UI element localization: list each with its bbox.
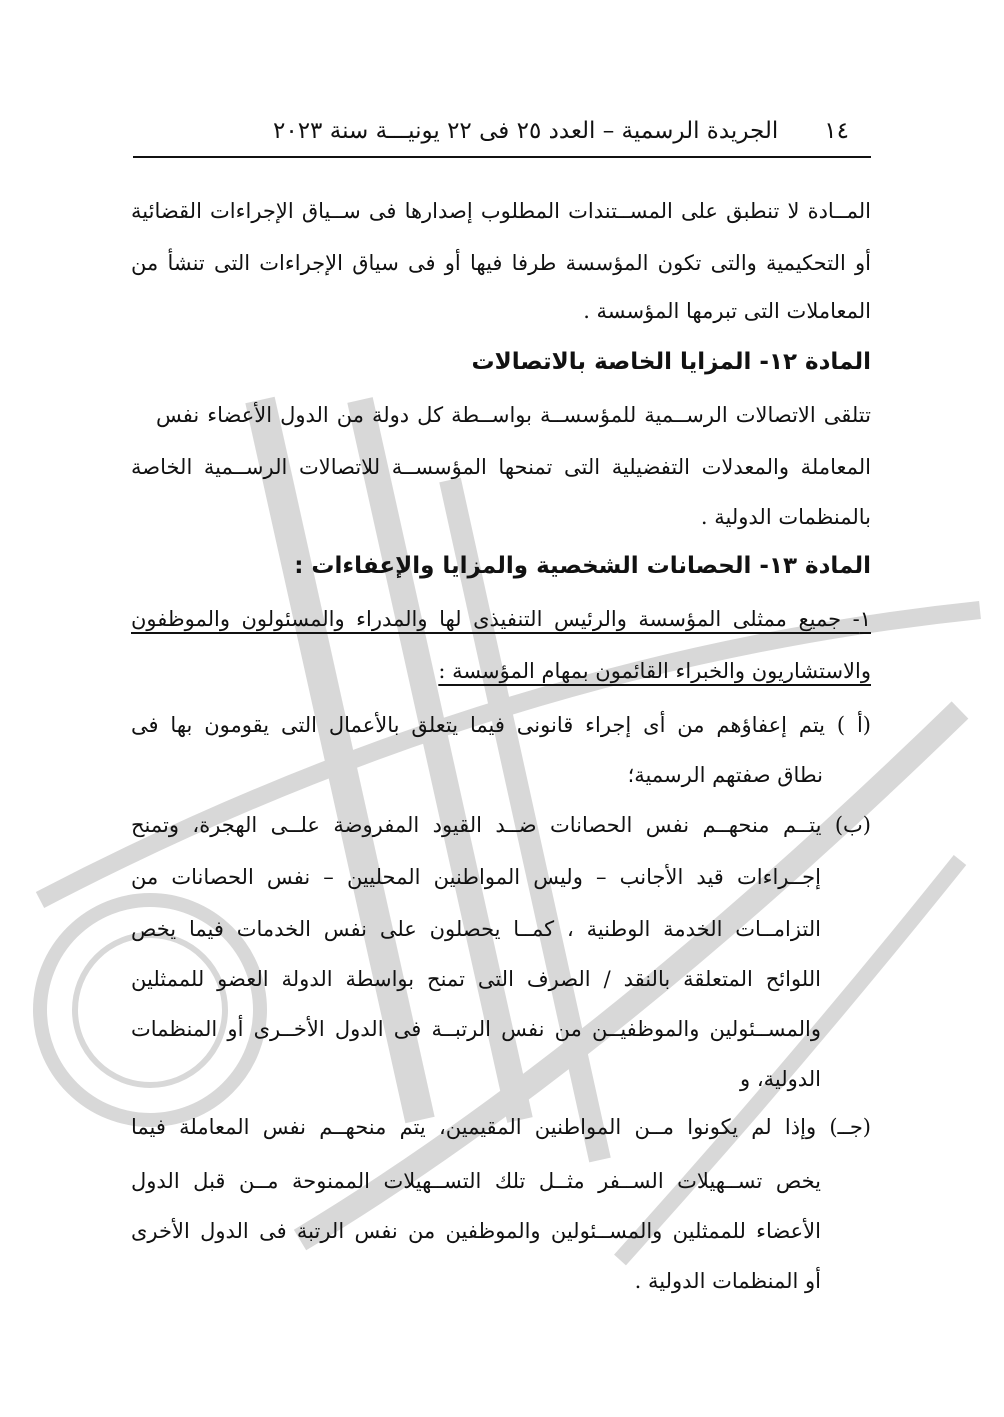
item-b-line: (ب) يتــم منحهــم نفس الحصانات ضــد القيود المفروضة علــى الهجرة، وتمنح <box>131 813 871 837</box>
article-12-heading: المادة ١٢- المزايا الخاصة بالاتصالات <box>471 349 871 375</box>
item-a-line: (أ ) يتم إعفاؤهم من أى إجراء قانونى فيما يتعلق بالأعمال التى يقومون بها فى <box>131 713 871 737</box>
page-number: ١٤ <box>824 118 849 144</box>
paragraph-line: المــادة لا تنطبق على المســتندات المطلوب إصدارها فى ســياق الإجراءات القضائية <box>131 199 871 223</box>
item-a-text: نطاق صفتهم الرسمية؛ <box>627 763 823 787</box>
item-b-line: إجــراءات قيد الأجانب – وليس المواطنين المحليين – نفس الحصانات من <box>131 865 821 889</box>
item-1-line: والاستشاريون والخبراء القائمون بمهام المؤسسة : <box>438 659 871 683</box>
item-b-line: الدولية، و <box>740 1067 821 1091</box>
paragraph-line: أو التحكيمية والتى تكون المؤسسة طرفا فيها أو فى سياق الإجراءات التى تنشأ من <box>131 251 871 275</box>
item-c-line: أو المنظمات الدولية . <box>634 1269 821 1293</box>
paragraph-line: بالمنظمات الدولية . <box>700 505 871 529</box>
item-c-line: الأعضاء للممثلين والمســئولين والموظفين من نفس الرتبة فى الدول الأخرى <box>131 1219 821 1243</box>
page-header <box>133 110 871 158</box>
gazette-title: الجريدة الرسمية – العدد ٢٥ فى ٢٢ يونيـــة سنة ٢٠٢٣ <box>273 118 779 144</box>
item-b-line: اللوائح المتعلقة بالنقد / الصرف التى تمنح بواسطة الدولة العضو للممثلين <box>131 967 821 991</box>
item-1-line: ١- جميع ممثلى المؤسسة والرئيس التنفيذى لها والمدراء والمسئولون والموظفون <box>131 607 871 631</box>
item-c-line: (جــ) وإذا لم يكونوا مــن المواطنين المقيمين، يتم منحهــم نفس المعاملة فيما <box>131 1115 871 1139</box>
item-a-line <box>156 760 871 790</box>
paragraph-line: المعاملات التى تبرمها المؤسسة . <box>583 299 871 323</box>
paragraph-line: المعاملة والمعدلات التفضيلية التى تمنحها المؤسســة للاتصالات الرســمية الخاصة <box>131 455 871 479</box>
article-13-heading: المادة ١٣- الحصانات الشخصية والمزايا والإعفاءات : <box>294 553 871 579</box>
item-b-line: التزامــات الخدمة الوطنية ، كمــا يحصلون على نفس الخدمات فيما يخص <box>131 917 821 941</box>
item-c-line: يخص تســهيلات الســفر مثــل تلك التســهيلات الممنوحة مــن قبل الدول <box>131 1169 821 1193</box>
paragraph-line: تتلقى الاتصالات الرســمية للمؤسســة بواســطة كل دولة من الدول الأعضاء نفس <box>156 403 871 427</box>
item-b-line: والمســئولين والموظفيــن من نفس الرتبــة فى الدول الأخــرى أو المنظمات <box>131 1017 821 1041</box>
